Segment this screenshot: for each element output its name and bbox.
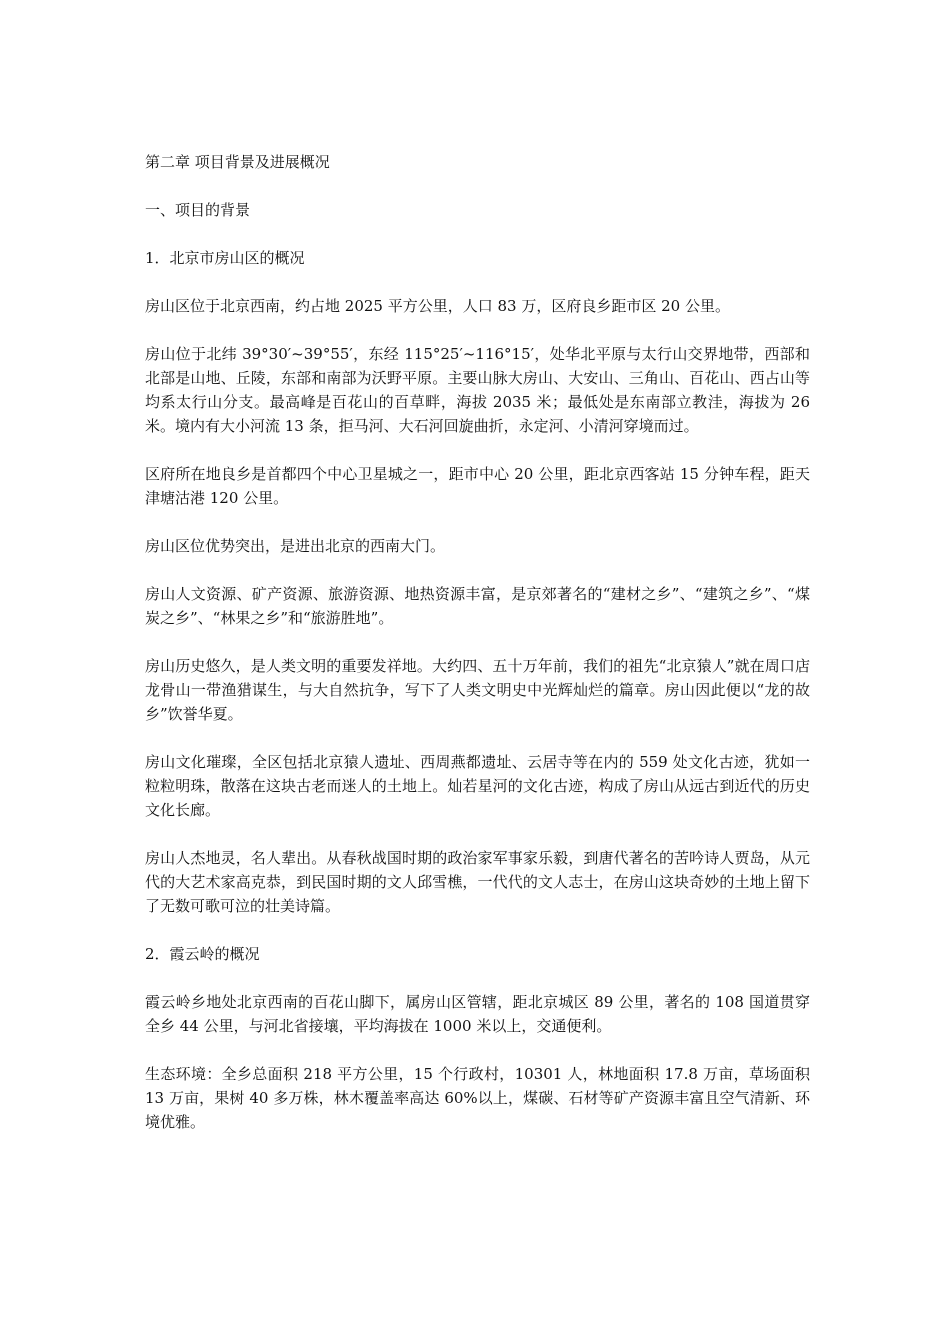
document-body bbox=[145, 150, 810, 1158]
subsection-title-fangshan: 1．北京市房山区的概况 bbox=[145, 249, 305, 267]
paragraph: 房山历史悠久，是人类文明的重要发祥地。大约四、五十万年前，我们的祖先“北京猿人”就在周口店龙骨山一带渔猎谋生，与大自然抗争，写下了人类文明史中光辉灿烂的篇章。房山因此便以“龙的故乡”饮誉华夏。 bbox=[145, 657, 810, 723]
chapter-title: 第二章 项目背景及进展概况 bbox=[145, 153, 330, 171]
paragraph: 房山人文资源、矿产资源、旅游资源、地热资源丰富，是京郊著名的“建材之乡”、“建筑之乡”、“煤炭之乡”、“林果之乡”和“旅游胜地”。 bbox=[145, 585, 810, 627]
paragraph: 房山人杰地灵，名人辈出。从春秋战国时期的政治家军事家乐毅，到唐代著名的苦吟诗人贾岛，从元代的大艺术家高克恭，到民国时期的文人邱雪樵，一代代的文人志士，在房山这块奇妙的土地上留下了无数可歌可泣的壮美诗篇。 bbox=[145, 849, 810, 915]
paragraph: 生态环境：全乡总面积 218 平方公里，15 个行政村，10301 人，林地面积 17.8 万亩，草场面积 13 万亩，果树 40 多万株，林木覆盖率高达 60%以上，煤碳、石材等矿产资源丰富且空气清新、环境优雅。 bbox=[145, 1065, 810, 1131]
paragraph: 房山区位优势突出，是进出北京的西南大门。 bbox=[145, 537, 446, 555]
paragraph: 霞云岭乡地处北京西南的百花山脚下，属房山区管辖，距北京城区 89 公里，著名的 108 国道贯穿全乡 44 公里，与河北省接壤，平均海拔在 1000 米以上，交通便利。 bbox=[145, 993, 810, 1035]
paragraph: 区府所在地良乡是首都四个中心卫星城之一，距市中心 20 公里，距北京西客站 15 分钟车程，距天津塘沽港 120 公里。 bbox=[145, 465, 810, 507]
paragraph: 房山区位于北京西南，约占地 2025 平方公里，人口 83 万，区府良乡距市区 20 公里。 bbox=[145, 297, 730, 315]
section-title: 一、项目的背景 bbox=[145, 201, 251, 219]
subsection-title-xiayunling: 2．霞云岭的概况 bbox=[145, 945, 260, 963]
paragraph: 房山位于北纬 39°30′~39°55′，东经 115°25′~116°15′，处华北平原与太行山交界地带，西部和北部是山地、丘陵，东部和南部为沃野平原。主要山脉大房山、大安山、三角山、百花山、西占山等均系太行山分支。最高峰是百花山的百草畔，海拔 2035 米；最低处是东南部立教洼，海拔为 26 米。境内有大小河流 13 条，拒马河、大石河回旋曲折，永定河、小清河穿境而过。 bbox=[145, 345, 810, 435]
paragraph: 房山文化璀璨，全区包括北京猿人遗址、西周燕都遗址、云居寺等在内的 559 处文化古迹，犹如一粒粒明珠，散落在这块古老而迷人的土地上。灿若星河的文化古迹，构成了房山从远古到近代的历史文化长廊。 bbox=[145, 753, 810, 819]
